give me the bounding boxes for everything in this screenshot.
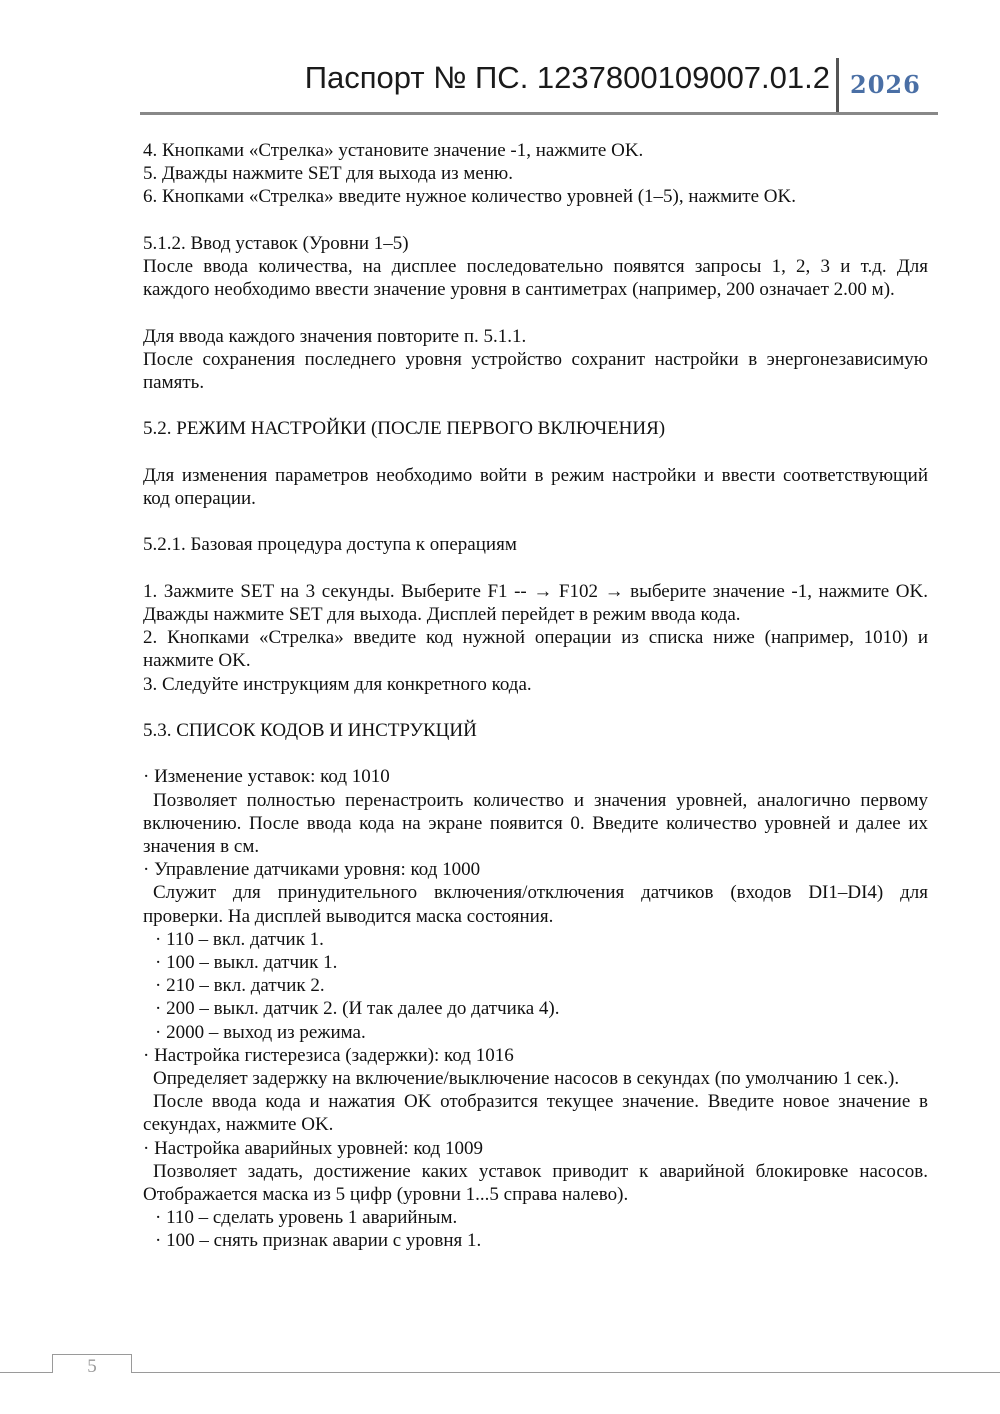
section-5-1-2-heading: 5.1.2. Ввод уставок (Уровни 1–5)	[143, 232, 409, 254]
code-1016-title: · Настройка гистерезиса (задержки): код 1016	[143, 1044, 514, 1066]
list-item: · 110 – сделать уровень 1 аварийным.	[155, 1207, 458, 1229]
blank-line	[143, 441, 928, 464]
list-item: · 2000 – выход из режима.	[155, 1021, 366, 1043]
section-5-2-1-heading: 5.2.1. Базовая процедура доступа к операциям	[143, 534, 517, 556]
blank-line	[143, 301, 928, 324]
save-note: После сохранения последнего уровня устройство сохранит настройки в энергонезависимую память.	[143, 348, 928, 393]
blank-line	[143, 696, 928, 719]
step-6: 6. Кнопками «Стрелка» введите нужное количество уровней (1–5), нажмите OK.	[143, 186, 796, 208]
section-5-1-2-text: После ввода количества, на дисплее последовательно появятся запросы 1, 2, 3 и т.д. Для каждого необходимо ввести значение уровня в сантиметрах (например, 200 означает 2.00 м).	[143, 256, 928, 301]
blank-line	[143, 394, 928, 417]
blank-line	[143, 742, 928, 765]
list-item: · 210 – вкл. датчик 2.	[155, 975, 325, 997]
header-rule	[140, 112, 938, 115]
code-1010-text: Позволяет полностью перенастроить количество и значения уровней, аналогично первому включению. После ввода кода на экране появится 0. Введите количество уровней и далее их значения в см.	[143, 789, 928, 857]
step-4: 4. Кнопками «Стрелка» установите значение -1, нажмите OK.	[143, 140, 644, 161]
code-1016-text: Определяет задержку на включение/выключение насосов в секундах (по умолчанию 1 сек.).	[153, 1068, 900, 1089]
code-1000-text: Служит для принудительного включения/отключения датчиков (входов DI1–DI4) для проверки. На дисплей выводится маска состояния.	[143, 882, 928, 927]
page-number: 5	[87, 1356, 97, 1377]
code-1016-text-2: После ввода кода и нажатия OK отобразится текущее значение. Введите новое значение в секундах, нажмите OK.	[143, 1091, 928, 1136]
list-item: · 100 – снять признак аварии с уровня 1.	[155, 1230, 482, 1252]
list-item: · 110 – вкл. датчик 1.	[155, 928, 324, 950]
document-title: Паспорт № ПС. 1237800109007.01.2	[304, 60, 830, 95]
section-5-2-heading: 5.2. РЕЖИМ НАСТРОЙКИ (ПОСЛЕ ПЕРВОГО ВКЛЮЧЕНИЯ)	[143, 418, 666, 440]
code-1009-text: Позволяет задать, достижение каких уставок приводит к аварийной блокировке насосов. Отображается маска из 5 цифр (уровни 1...5 справа налево).	[143, 1160, 928, 1206]
procedure-step-2: 2. Кнопками «Стрелка» введите код нужной операции из списка ниже (например, 1010) и нажмите OK.	[143, 627, 928, 672]
footer-rule	[0, 1372, 1000, 1373]
procedure-step-1: 1. Зажмите SET на 3 секунды. Выберите F1 -- → F102 → выберите значение -1, нажмите OK. Дважды нажмите SET для выхода. Дисплей перейдет в режим ввода кода.	[143, 580, 928, 625]
blank-line	[143, 557, 928, 580]
list-item: · 100 – выкл. датчик 1.	[155, 951, 338, 973]
repeat-instruction: Для ввода каждого значения повторите п. 5.1.1.	[143, 325, 527, 347]
document-year: 2026	[850, 70, 921, 99]
header-separator	[836, 58, 839, 114]
blank-line	[143, 510, 928, 533]
code-1009-title: · Настройка аварийных уровней: код 1009	[143, 1137, 484, 1159]
section-5-2-text: Для изменения параметров необходимо войти в режим настройки и ввести соответствующий код операции.	[143, 464, 928, 509]
page-body	[143, 139, 928, 1253]
blank-line	[143, 209, 928, 232]
step-5: 5. Дважды нажмите SET для выхода из меню.	[143, 163, 513, 185]
section-5-3-heading: 5.3. СПИСОК КОДОВ И ИНСТРУКЦИЙ	[143, 719, 477, 741]
code-1010-title: · Изменение уставок: код 1010	[143, 766, 390, 788]
list-item: · 200 – выкл. датчик 2. (И так далее до датчика 4).	[155, 998, 560, 1020]
procedure-step-3: 3. Следуйте инструкциям для конкретного кода.	[143, 673, 532, 695]
code-1000-title: · Управление датчиками уровня: код 1000	[143, 859, 481, 881]
